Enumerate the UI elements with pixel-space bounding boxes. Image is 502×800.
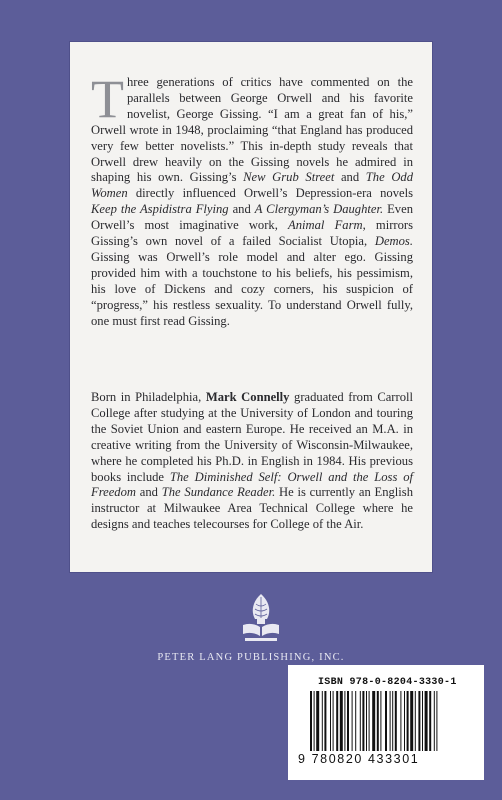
drop-cap: T — [91, 69, 124, 129]
barcode-bars — [310, 691, 468, 751]
book-title: A Clergyman’s Daughter. — [254, 202, 384, 217]
author-bio: Born in Philadelphia, Mark Connelly graduated from Carroll College after studying at the University of London and touring the Soviet Union and eastern Europe. He received an M.A. in creative writing from the University of Wisconsin-Milwaukee, where he completed his Ph.D. in English in 1984. His previous books include The Diminished Self: Orwell and the Loss of Freedom and The Sundance Reader. He is currently an English instructor at Milwaukee Area Technical College where he designs and teaches telecourses for College of the Air. — [91, 390, 414, 532]
isbn-label: ISBN 978-0-8204-3330-1 — [318, 677, 457, 688]
author-name: Mark Connelly — [205, 390, 290, 404]
book-title: Animal Farm, — [288, 218, 366, 233]
publisher-logo-icon — [239, 592, 283, 644]
barcode-digits: 9 780820 433301 — [298, 752, 420, 766]
publisher-name: PETER LANG PUBLISHING, INC. — [157, 652, 345, 663]
book-title: Keep the Aspidistra Flying — [91, 202, 229, 217]
book-title: The Diminished Self: Orwell and the Loss of Freedom — [91, 469, 413, 500]
book-title: New Grub Street — [243, 170, 335, 185]
book-title: The Odd Women — [91, 170, 414, 201]
back-cover-text-panel — [70, 42, 432, 572]
book-description: Three generations of critics have commented on the parallels between George Orwell and his favorite novelist, George Gissing. “I am a great fan of his,” Orwell wrote in 1948, proclaiming “that England has produced very few better novelists.” This in-depth study reveals that Orwell drew heavily on the Gissing novels he admired in shaping his own. Gissing’s New Grub Street and The Odd Women directly influenced Orwell’s Depression-era novels Keep the Aspidistra Flying and A Clergyman’s Daughter. Even Orwell’s most imaginative work, Animal Farm, mirrors Gissing’s own novel of a failed Socialist Utopia, Demos. Gissing was Orwell’s role model and alter ego. Gissing provided him with a touchstone to his beliefs, his pessimism, his love of Dickens and cozy corners, his suspicion of “progress,” his restless sexuality. To understand Orwell fully, one must first read Gissing. — [91, 69, 414, 328]
isbn-barcode — [288, 665, 484, 780]
book-title: Demos. — [374, 234, 413, 249]
book-title: The Sundance Reader. — [161, 485, 276, 500]
